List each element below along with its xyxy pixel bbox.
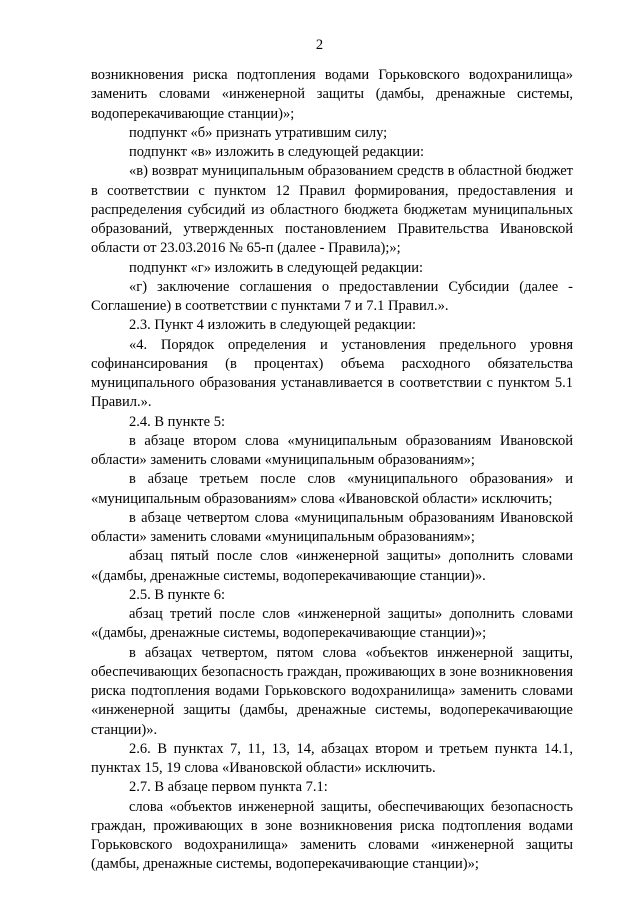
- paragraph: в абзаце четвертом слова «муниципальным образованиям Ивановской области» заменить словами «муниципальным образованиям»;: [91, 509, 573, 545]
- paragraph: подпункт «г» изложить в следующей редакции:: [129, 259, 424, 276]
- paragraph: в абзаце втором слова «муниципальным образованиям Ивановской области» заменить словами «муниципальным образованиям»;: [91, 432, 573, 468]
- paragraph: 2.5. В пункте 6:: [129, 586, 225, 603]
- paragraph: «4. Порядок определения и установления предельного уровня софинансирования (в процентах) объема расходного обязательства муниципального образования устанавливается в соответствии с пунктом 5.1 Правил.».: [91, 336, 573, 411]
- paragraph: возникновения риска подтопления водами Горьковского водохранилища» заменить словами «инженерной защиты (дамбы, дренажные системы, водоперекачивающие станции)»;: [91, 67, 573, 122]
- paragraph: подпункт «в» изложить в следующей редакции:: [129, 144, 424, 160]
- paragraph: «г) заключение соглашения о предоставлении Субсидии (далее - Соглашение) в соответствии с пунктами 7 и 7.1 Правил.».: [91, 278, 573, 314]
- paragraph: подпункт «б» признать утратившим силу;: [129, 124, 388, 141]
- paragraph: 2.7. В абзаце первом пункта 7.1:: [129, 779, 328, 796]
- paragraph: 2.4. В пункте 5:: [129, 413, 225, 430]
- paragraph: абзац третий после слов «инженерной защиты» дополнить словами «(дамбы, дренажные системы, водоперекачивающие станции)»;: [91, 606, 573, 642]
- paragraph: слова «объектов инженерной защиты, обеспечивающих безопасность граждан, проживающих в зоне возникновения риска подтопления водами Горьковского водохранилища» заменить словами «инженерной защиты (дамбы, дренажные системы, водоперекачивающие станции)»;: [91, 798, 573, 873]
- paragraph: «в) возврат муниципальным образованием средств в областной бюджет в соответствии с пунктом 12 Правил формирования, предоставления и распределения субсидий из областного бюджета бюджетам муниципальных образований, утвержденных постановлением Правительства Ивановской области от 23.03.2016 № 65-п (далее - Правила);»;: [91, 163, 573, 257]
- paragraph: абзац пятый после слов «инженерной защиты» дополнить словами «(дамбы, дренажные системы, водоперекачивающие станции)».: [91, 548, 573, 584]
- document-body: [91, 66, 573, 875]
- paragraph: 2.3. Пункт 4 изложить в следующей редакции:: [129, 317, 417, 334]
- page-number: 2: [315, 37, 324, 53]
- paragraph: в абзацах четвертом, пятом слова «объектов инженерной защиты, обеспечивающих безопасность граждан, проживающих в зоне возникновения риска подтопления водами Горьковского водохранилища» заменить словами «инженерной защиты (дамбы, дренажные системы, водоперекачивающие станции)».: [91, 644, 573, 738]
- paragraph: в абзаце третьем после слов «муниципального образования» и «муниципальным образованиям» слова «Ивановской области» исключить;: [91, 471, 573, 507]
- paragraph: 2.6. В пунктах 7, 11, 13, 14, абзацах втором и третьем пункта 14.1, пунктах 15, 19 слова «Ивановской области» исключить.: [91, 740, 573, 776]
